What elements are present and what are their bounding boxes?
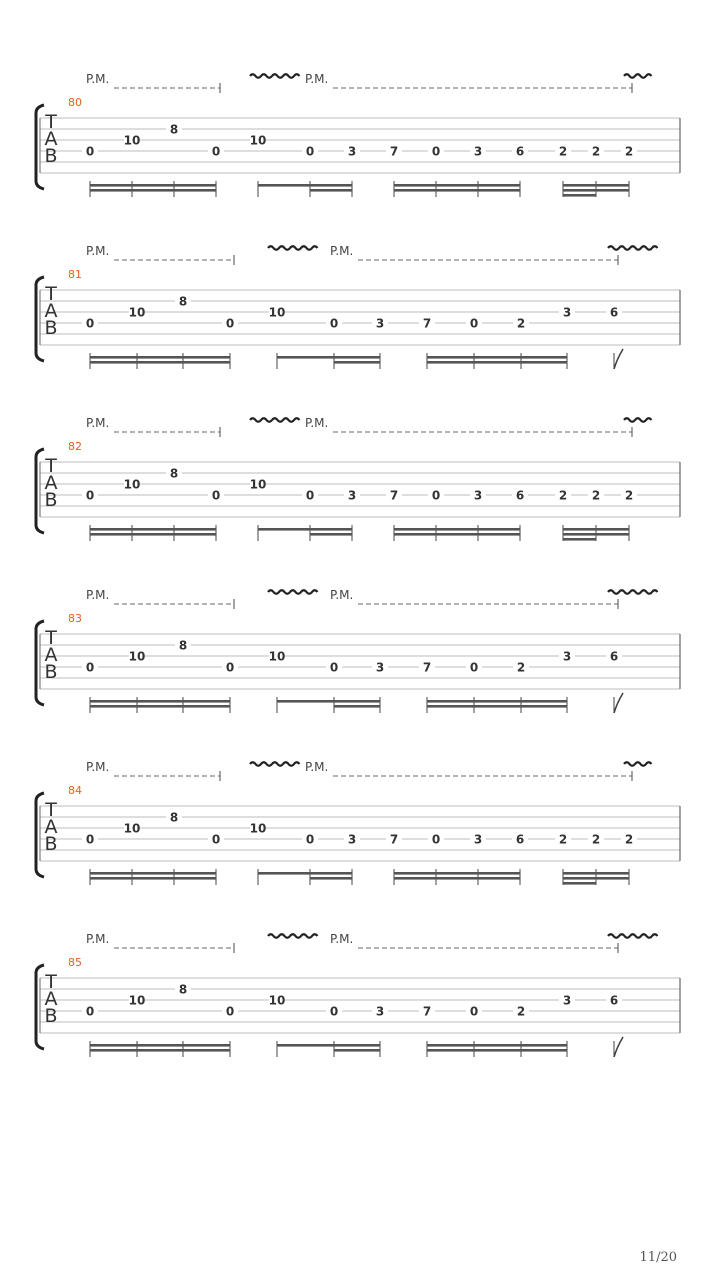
note-beam — [310, 189, 352, 192]
note-beam — [258, 528, 352, 531]
note-beam — [563, 877, 629, 880]
fret-number: 2 — [558, 488, 568, 503]
fret-number: 2 — [591, 144, 601, 159]
tab-clef-letter: B — [44, 145, 58, 167]
note-beam — [563, 872, 629, 875]
fret-number: 3 — [473, 832, 483, 847]
fret-number: 0 — [469, 316, 479, 331]
tab-clef-letter: A — [44, 988, 58, 1010]
tab-clef-letter: A — [44, 472, 58, 494]
fret-number: 0 — [225, 660, 235, 675]
fret-number: 3 — [347, 488, 357, 503]
note-beam — [427, 700, 567, 703]
measure-number: 81 — [68, 268, 82, 281]
tab-system-83 — [36, 588, 680, 713]
note-beam — [90, 705, 230, 708]
tab-system-85 — [36, 932, 680, 1057]
fret-number: 2 — [558, 144, 568, 159]
fret-number: 0 — [85, 316, 95, 331]
fret-number: 0 — [469, 1004, 479, 1019]
note-beam — [427, 361, 567, 364]
fret-number: 10 — [249, 821, 267, 836]
note-beam — [277, 356, 380, 359]
fret-number: 0 — [211, 488, 221, 503]
fret-number: 6 — [609, 993, 619, 1008]
tab-clef-letter: T — [45, 111, 57, 133]
fret-number: 0 — [85, 832, 95, 847]
fret-number: 7 — [422, 1004, 432, 1019]
fret-number: 3 — [562, 993, 572, 1008]
note-beam — [394, 528, 520, 531]
vibrato-mark — [268, 246, 318, 250]
vibrato-mark — [608, 934, 658, 938]
tab-clef-letter: A — [44, 300, 58, 322]
tab-clef-letter: T — [45, 455, 57, 477]
fret-number: 8 — [178, 294, 188, 309]
note-beam — [394, 877, 520, 880]
note-beam — [90, 877, 216, 880]
fret-number: 3 — [375, 1004, 385, 1019]
tab-clef-letter: T — [45, 283, 57, 305]
fret-number: 10 — [128, 305, 146, 320]
note-beam — [394, 184, 520, 187]
fret-number: 0 — [85, 144, 95, 159]
note-beam — [394, 872, 520, 875]
fret-number: 0 — [225, 1004, 235, 1019]
note-beam — [258, 872, 352, 875]
fret-number: 2 — [558, 832, 568, 847]
note-beam — [277, 1044, 380, 1047]
note-beam — [90, 361, 230, 364]
note-beam — [394, 533, 520, 536]
fret-number: 10 — [123, 133, 141, 148]
note-beam — [90, 184, 216, 187]
fret-number: 0 — [469, 660, 479, 675]
note-beam — [90, 189, 216, 192]
fret-number: 2 — [624, 832, 634, 847]
note-beam — [563, 882, 596, 885]
fret-number: 0 — [305, 488, 315, 503]
fret-number: 10 — [128, 993, 146, 1008]
fret-number: 8 — [169, 466, 179, 481]
fret-number: 6 — [515, 144, 525, 159]
tab-clef-letter: B — [44, 1005, 58, 1027]
note-beam — [563, 184, 629, 187]
fret-number: 0 — [211, 832, 221, 847]
tab-system-84 — [36, 760, 680, 885]
note-beam — [310, 533, 352, 536]
note-beam — [90, 872, 216, 875]
palm-mute-label: P.M. — [330, 932, 354, 946]
palm-mute-label: P.M. — [330, 588, 354, 602]
fret-number: 2 — [516, 660, 526, 675]
fret-number: 0 — [305, 144, 315, 159]
note-beam — [427, 1049, 567, 1052]
vibrato-mark — [624, 418, 652, 422]
fret-number: 7 — [389, 488, 399, 503]
fret-number: 3 — [375, 316, 385, 331]
fret-number: 10 — [123, 477, 141, 492]
note-flag — [614, 349, 623, 369]
tab-clef-letter: A — [44, 644, 58, 666]
fret-number: 8 — [169, 122, 179, 137]
note-beam — [334, 361, 380, 364]
fret-number: 10 — [249, 133, 267, 148]
note-beam — [310, 877, 352, 880]
fret-number: 7 — [422, 316, 432, 331]
note-beam — [334, 1049, 380, 1052]
fret-number: 3 — [473, 144, 483, 159]
palm-mute-label: P.M. — [305, 72, 329, 86]
fret-number: 8 — [178, 982, 188, 997]
fret-number: 0 — [225, 316, 235, 331]
fret-number: 7 — [389, 832, 399, 847]
note-beam — [427, 356, 567, 359]
fret-number: 2 — [516, 316, 526, 331]
palm-mute-label: P.M. — [86, 72, 110, 86]
tab-clef-letter: B — [44, 661, 58, 683]
vibrato-mark — [268, 934, 318, 938]
fret-number: 0 — [85, 660, 95, 675]
palm-mute-label: P.M. — [330, 244, 354, 258]
vibrato-mark — [624, 762, 652, 766]
palm-mute-label: P.M. — [86, 932, 110, 946]
fret-number: 2 — [624, 144, 634, 159]
note-beam — [563, 538, 596, 541]
vibrato-mark — [268, 590, 318, 594]
tab-clef-letter: A — [44, 128, 58, 150]
fret-number: 10 — [268, 305, 286, 320]
fret-number: 3 — [375, 660, 385, 675]
fret-number: 3 — [473, 488, 483, 503]
tab-clef-letter: B — [44, 317, 58, 339]
fret-number: 0 — [85, 1004, 95, 1019]
fret-number: 0 — [305, 832, 315, 847]
note-beam — [90, 700, 230, 703]
palm-mute-label: P.M. — [305, 760, 329, 774]
vibrato-mark — [250, 762, 300, 766]
vibrato-mark — [624, 74, 652, 78]
vibrato-mark — [608, 590, 658, 594]
note-beam — [563, 528, 629, 531]
fret-number: 10 — [249, 477, 267, 492]
fret-number: 2 — [516, 1004, 526, 1019]
fret-number: 6 — [609, 305, 619, 320]
note-beam — [277, 700, 380, 703]
palm-mute-label: P.M. — [86, 588, 110, 602]
fret-number: 3 — [562, 305, 572, 320]
fret-number: 0 — [211, 144, 221, 159]
tab-system-80 — [36, 72, 680, 197]
note-beam — [258, 184, 352, 187]
fret-number: 0 — [431, 832, 441, 847]
fret-number: 3 — [562, 649, 572, 664]
note-beam — [427, 705, 567, 708]
vibrato-mark — [250, 74, 300, 78]
fret-number: 6 — [515, 488, 525, 503]
fret-number: 7 — [389, 144, 399, 159]
note-beam — [334, 705, 380, 708]
note-beam — [394, 189, 520, 192]
measure-number: 83 — [68, 612, 82, 625]
vibrato-mark — [608, 246, 658, 250]
fret-number: 6 — [609, 649, 619, 664]
palm-mute-label: P.M. — [86, 760, 110, 774]
measure-number: 85 — [68, 956, 82, 969]
tab-clef-letter: T — [45, 627, 57, 649]
tab-clef-letter: B — [44, 833, 58, 855]
vibrato-mark — [250, 418, 300, 422]
note-beam — [427, 1044, 567, 1047]
note-beam — [563, 189, 629, 192]
fret-number: 3 — [347, 832, 357, 847]
fret-number: 6 — [515, 832, 525, 847]
fret-number: 0 — [85, 488, 95, 503]
page-number: 11/20 — [639, 1250, 677, 1265]
tab-clef-letter: A — [44, 816, 58, 838]
fret-number: 8 — [178, 638, 188, 653]
fret-number: 0 — [431, 488, 441, 503]
fret-number: 2 — [591, 832, 601, 847]
tab-clef-letter: T — [45, 971, 57, 993]
measure-number: 84 — [68, 784, 82, 797]
tab-clef-letter: T — [45, 799, 57, 821]
measure-number: 80 — [68, 96, 82, 109]
note-beam — [90, 1049, 230, 1052]
fret-number: 0 — [431, 144, 441, 159]
note-beam — [90, 356, 230, 359]
fret-number: 0 — [329, 316, 339, 331]
fret-number: 3 — [347, 144, 357, 159]
fret-number: 0 — [329, 660, 339, 675]
palm-mute-label: P.M. — [305, 416, 329, 430]
fret-number: 10 — [128, 649, 146, 664]
fret-number: 7 — [422, 660, 432, 675]
tab-system-81 — [36, 244, 680, 369]
palm-mute-label: P.M. — [86, 416, 110, 430]
fret-number: 10 — [123, 821, 141, 836]
fret-number: 8 — [169, 810, 179, 825]
tab-clef-letter: B — [44, 489, 58, 511]
note-beam — [563, 194, 596, 197]
fret-number: 10 — [268, 649, 286, 664]
palm-mute-label: P.M. — [86, 244, 110, 258]
note-beam — [563, 533, 629, 536]
note-beam — [90, 528, 216, 531]
tab-system-82 — [36, 416, 680, 541]
fret-number: 10 — [268, 993, 286, 1008]
note-beam — [90, 533, 216, 536]
note-beam — [90, 1044, 230, 1047]
measure-number: 82 — [68, 440, 82, 453]
fret-number: 0 — [329, 1004, 339, 1019]
fret-number: 2 — [624, 488, 634, 503]
fret-number: 2 — [591, 488, 601, 503]
note-flag — [614, 1037, 623, 1057]
note-flag — [614, 693, 623, 713]
